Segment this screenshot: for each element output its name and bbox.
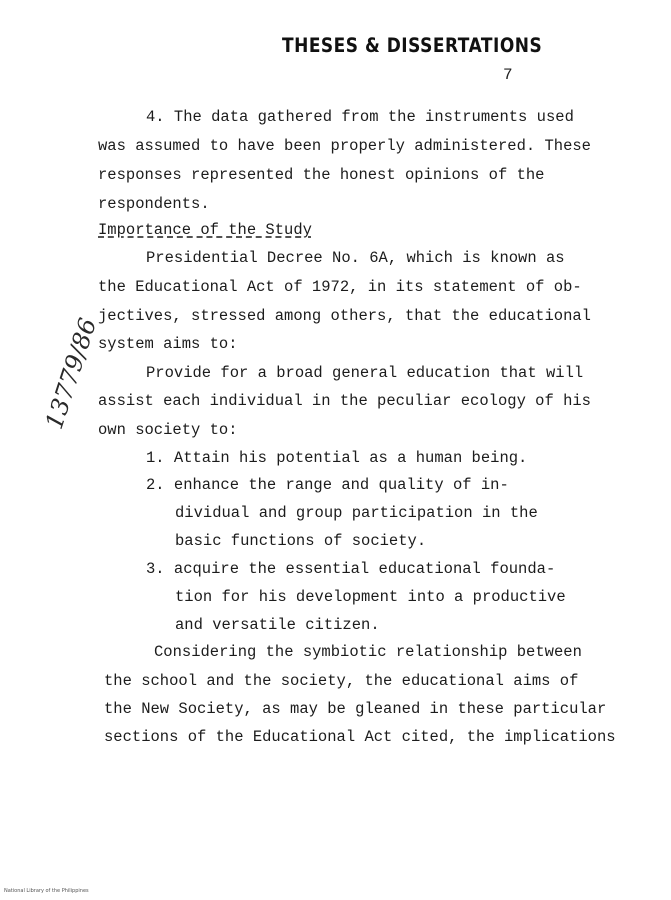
section-heading: Importance of the Study bbox=[98, 221, 312, 239]
body-line: assist each individual in the peculiar ecology of his bbox=[98, 392, 591, 410]
body-line: Provide for a broad general education that will bbox=[146, 364, 584, 382]
body-line: own society to: bbox=[98, 421, 238, 439]
list-item-continuation: basic functions of society. bbox=[175, 532, 427, 550]
handwritten-margin-note: 13779/86 bbox=[40, 314, 103, 433]
body-line: was assumed to have been properly administered. These bbox=[98, 137, 591, 155]
list-item: 2. enhance the range and quality of in- bbox=[146, 476, 509, 494]
theses-dissertations-stamp: THESES & DISSERTATIONS bbox=[282, 34, 543, 58]
body-line: the Educational Act of 1972, in its statement of ob- bbox=[98, 278, 582, 296]
body-line: system aims to: bbox=[98, 335, 238, 353]
list-item-continuation: dividual and group participation in the bbox=[175, 504, 538, 522]
body-line: 4. The data gathered from the instruments used bbox=[146, 108, 574, 126]
body-line: the school and the society, the educational aims of bbox=[104, 672, 579, 690]
footer-library-credit: National Library of the Philippines bbox=[4, 888, 89, 894]
list-item: 1. Attain his potential as a human being. bbox=[146, 449, 528, 467]
body-line: responses represented the honest opinions of the bbox=[98, 166, 545, 184]
list-item-continuation: tion for his development into a productive bbox=[175, 588, 566, 606]
list-item-continuation: and versatile citizen. bbox=[175, 616, 380, 634]
body-line: sections of the Educational Act cited, the implications bbox=[104, 728, 616, 746]
body-line: Presidential Decree No. 6A, which is known as bbox=[146, 249, 565, 267]
body-line: respondents. bbox=[98, 195, 210, 213]
body-line: the New Society, as may be gleaned in these particular bbox=[104, 700, 607, 718]
body-line: Considering the symbiotic relationship between bbox=[154, 643, 582, 661]
page-number: 7 bbox=[503, 66, 513, 84]
list-item: 3. acquire the essential educational founda- bbox=[146, 560, 556, 578]
body-line: jectives, stressed among others, that the educational bbox=[98, 307, 591, 325]
